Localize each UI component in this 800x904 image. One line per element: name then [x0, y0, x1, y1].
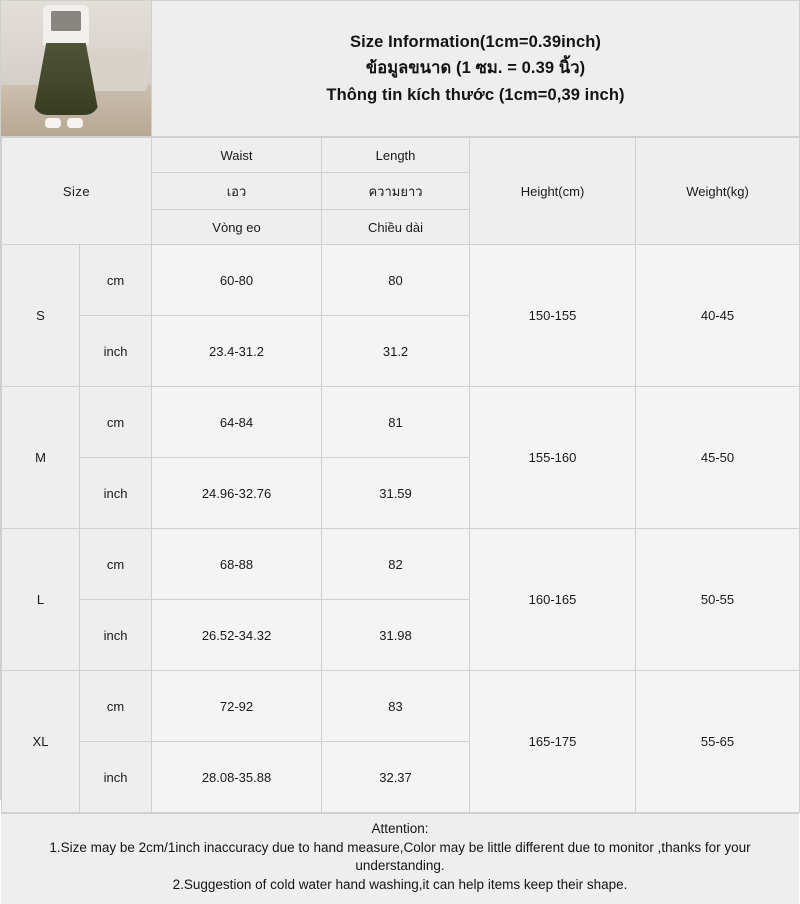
unit-cm-xl: cm — [80, 671, 152, 742]
row-size-s: S — [2, 245, 80, 387]
height-header: Height(cm) — [470, 138, 636, 245]
length-inch-xl: 32.37 — [322, 742, 470, 813]
title-line-th: ข้อมูลขนาด (1 ซม. = 0.39 นิ้ว) — [365, 59, 586, 78]
height-m: 155-160 — [470, 387, 636, 529]
attention-line-1: 1.Size may be 2cm/1inch inaccuracy due to hand measure,Color may be little different due to monitor ,thanks for your understanding. — [49, 840, 751, 874]
waist-inch-l: 26.52-34.32 — [152, 600, 322, 671]
product-photo-image — [1, 1, 151, 136]
height-xl: 165-175 — [470, 671, 636, 813]
unit-inch-l: inch — [80, 600, 152, 671]
waist-inch-xl: 28.08-35.88 — [152, 742, 322, 813]
length-header-vi: Chiều dài — [322, 210, 470, 245]
weight-s: 40-45 — [636, 245, 800, 387]
table-header-row-en — [2, 138, 800, 173]
length-cm-xl: 83 — [322, 671, 470, 742]
title-line-en: Size Information(1cm=0.39inch) — [349, 32, 602, 51]
waist-cm-s: 60-80 — [152, 245, 322, 316]
product-photo — [1, 1, 152, 136]
unit-cm-l: cm — [80, 529, 152, 600]
attention-block — [1, 813, 799, 904]
unit-inch-m: inch — [80, 458, 152, 529]
length-cm-s: 80 — [322, 245, 470, 316]
waist-header-th: เอว — [152, 173, 322, 210]
waist-cm-l: 68-88 — [152, 529, 322, 600]
length-header-en: Length — [322, 138, 470, 173]
weight-m: 45-50 — [636, 387, 800, 529]
unit-inch-s: inch — [80, 316, 152, 387]
weight-xl: 55-65 — [636, 671, 800, 813]
length-header-th: ความยาว — [322, 173, 470, 210]
photo-shoe-left — [45, 118, 61, 128]
attention-title: Attention: — [371, 821, 429, 836]
unit-cm-s: cm — [80, 245, 152, 316]
title-block — [152, 1, 799, 136]
row-size-m: M — [2, 387, 80, 529]
row-size-l: L — [2, 529, 80, 671]
waist-header-en: Waist — [152, 138, 322, 173]
length-cm-l: 82 — [322, 529, 470, 600]
size-table — [1, 137, 800, 813]
length-inch-m: 31.59 — [322, 458, 470, 529]
photo-model-print — [51, 11, 81, 31]
weight-l: 50-55 — [636, 529, 800, 671]
row-size-xl: XL — [2, 671, 80, 813]
waist-cm-m: 64-84 — [152, 387, 322, 458]
waist-header-vi: Vòng eo — [152, 210, 322, 245]
table-row — [2, 387, 800, 458]
length-inch-l: 31.98 — [322, 600, 470, 671]
waist-inch-m: 24.96-32.76 — [152, 458, 322, 529]
waist-cm-xl: 72-92 — [152, 671, 322, 742]
attention-line-2: 2.Suggestion of cold water hand washing,it can help items keep their shape. — [172, 876, 628, 892]
unit-inch-xl: inch — [80, 742, 152, 813]
height-s: 150-155 — [470, 245, 636, 387]
photo-shoe-right — [67, 118, 83, 128]
table-row — [2, 529, 800, 600]
length-inch-s: 31.2 — [322, 316, 470, 387]
header-band — [1, 1, 799, 137]
length-cm-m: 81 — [322, 387, 470, 458]
title-line-vi: Thông tin kích thước (1cm=0,39 inch) — [326, 85, 625, 104]
waist-inch-s: 23.4-31.2 — [152, 316, 322, 387]
height-l: 160-165 — [470, 529, 636, 671]
table-row — [2, 245, 800, 316]
table-row — [2, 671, 800, 742]
weight-header: Weight(kg) — [636, 138, 800, 245]
size-header-cell: Size — [2, 138, 152, 245]
unit-cm-m: cm — [80, 387, 152, 458]
